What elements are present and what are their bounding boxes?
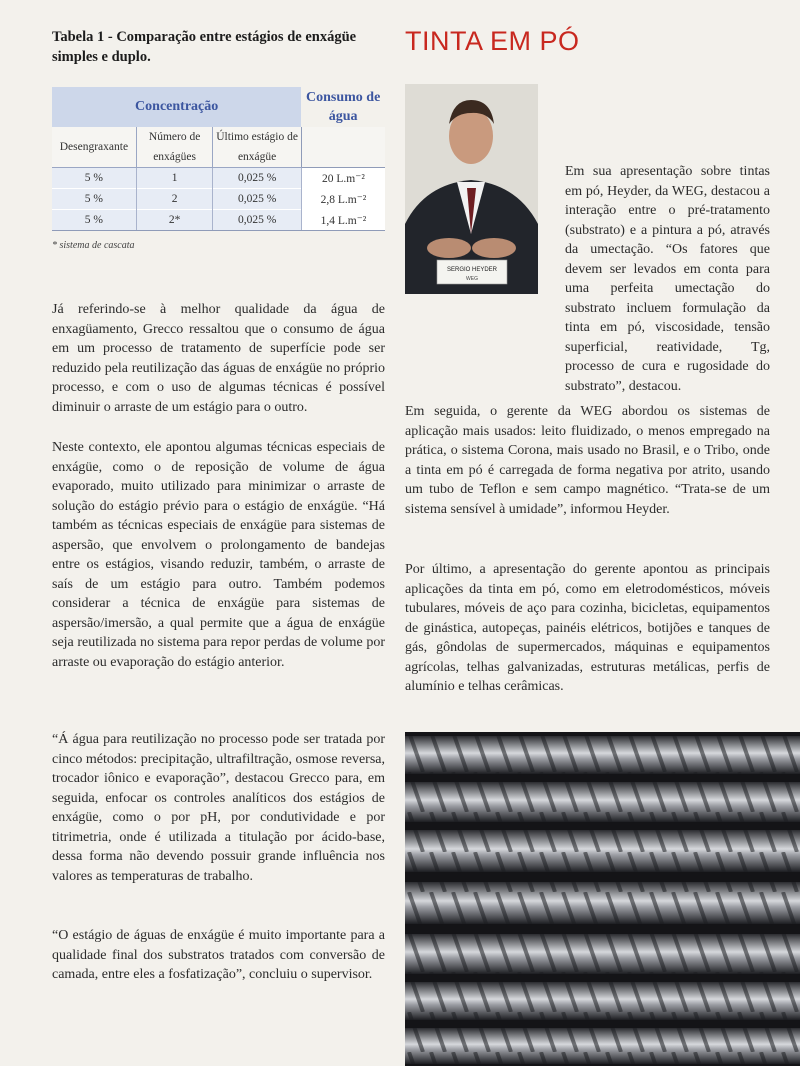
table-row	[52, 189, 385, 210]
column-header-blank	[301, 127, 385, 168]
table-footnote: * sistema de cascata	[52, 240, 135, 251]
paragraph: Por último, a apresentação do gerente apontou as principais aplicações da tinta em pó, como em eletrodomésticos, móveis tubulares, móveis de aço para cozinha, bicicletas, equipamentos de ginástica, autopeças, painéis elétricos, botijões e tanques de gás, gôndolas de supermercados, máquinas e equipamentos agrícolas, telhas galvanizadas, estruturas metálicas, perfis de alumínio e telhas cerâmicas.	[405, 562, 770, 694]
cell-consumo: 20 L.m⁻²	[301, 168, 385, 189]
speaker-photo	[405, 84, 538, 294]
steel-rebar-photo	[405, 732, 800, 1066]
paragraph: Neste contexto, ele apontou algumas técnicas especiais de enxágüe, como o de reposição de volume de água evaporado, muito utilizado para minimizar o arraste de solução do estágio prévio para o estágio de enxágüe. “Há também as técnicas especiais de enxágüe para sistemas de aspersão, que envolvem o prolongamento de bandejas entre os estágios, visando reduzir, também, o arraste de saís de um estágio para outro. Também podemos considerar a técnica de enxágüe para sistemas de aspersão/imersão, a qual permite que a água de enxágüe seja reutilizada no sistema para repor perdas de volume por arraste ou evaporação do estágio anterior.	[52, 440, 385, 670]
nameplate-company: WEG	[466, 276, 478, 282]
rebar-rows	[405, 736, 800, 1064]
paragraph: Em seguida, o gerente da WEG abordou os sistemas de aplicação mais usados: leito fluidizado, o menos empregado na prática, o sistema Corona, mais usado no Brasil, e o Tribo, onde a tinta em pó é carregada de forma negativa por atrito, usando um tubo de Teflon e sem campo magnético. “Trata-se de um sistema sensível à umidade”, informou Heyder.	[405, 404, 770, 517]
intro-text: Em sua apresentação sobre tintas em pó, Heyder, da WEG, destacou a interação entre o pré-tratamento (substrato) e a pintura a pó, através da umectação. “Os fatores que devem ser levados em conta para uma perfeita umectação do substrato incluem formulação da tinta em pó, viscosidade, tensão superficial, reatividade, Tg, processo de cura e rugosidade do substrato”, destacou.	[565, 164, 770, 394]
cell-ultimo: 0,025 %	[213, 168, 301, 189]
cell-numero: 1	[136, 168, 213, 189]
cell-ultimo: 0,025 %	[213, 189, 301, 210]
nameplate-name: SERGIO HEYDER	[446, 267, 498, 273]
comparison-table	[52, 87, 385, 231]
cell-desengraxante: 5 %	[52, 210, 136, 231]
section-title: TINTA EM PÓ	[405, 26, 580, 56]
cell-consumo: 2,8 L.m⁻²	[301, 189, 385, 210]
paragraph: “O estágio de águas de enxágüe é muito importante para a qualidade final dos substratos tratados com conversão de camada, entre eles a fosfatização”, concluiu o supervisor.	[52, 928, 385, 982]
column-header: Número de enxágües	[136, 127, 213, 168]
cell-ultimo: 0,025 %	[213, 210, 301, 231]
cell-numero: 2*	[136, 210, 213, 231]
cell-desengraxante: 5 %	[52, 168, 136, 189]
table-row	[52, 168, 385, 189]
cell-numero: 2	[136, 189, 213, 210]
header-concentration: Concentração	[52, 87, 301, 127]
column-header: Desengraxante	[52, 127, 136, 168]
table-caption: Tabela 1 - Comparação entre estágios de enxágüe simples e duplo.	[52, 29, 357, 65]
table-row	[52, 210, 385, 231]
cell-desengraxante: 5 %	[52, 189, 136, 210]
header-consumption: Consumo de água	[301, 87, 385, 127]
paragraph: “Á água para reutilização no processo pode ser tratada por cinco métodos: precipitação, ultrafiltração, osmose reversa, trocador iônico e evaporação”, destacou Grecco para, em seguida, enfocar os controles analíticos dos estágios de enxágüe, como o por pH, por condutividade e por titrimetria, onde é utilizada a titulação por ácido-base, dessa forma não devendo possuir grande influência nos valores as temperaturas de trabalho.	[52, 732, 385, 884]
cell-consumo: 1,4 L.m⁻²	[301, 210, 385, 231]
paragraph: Já referindo-se à melhor qualidade da água de enxagüamento, Grecco ressaltou que o consumo de água em um processo de tratamento de superfície pode ser reduzido pela reutilização das águas de enxágüe no próprio processo, e com o uso de algumas técnicas é possível diminuir o arraste de um estágio para o outro.	[52, 302, 385, 415]
paragraph-intro-narrow	[565, 162, 770, 396]
column-header: Último estágio de enxágüe	[213, 127, 301, 168]
